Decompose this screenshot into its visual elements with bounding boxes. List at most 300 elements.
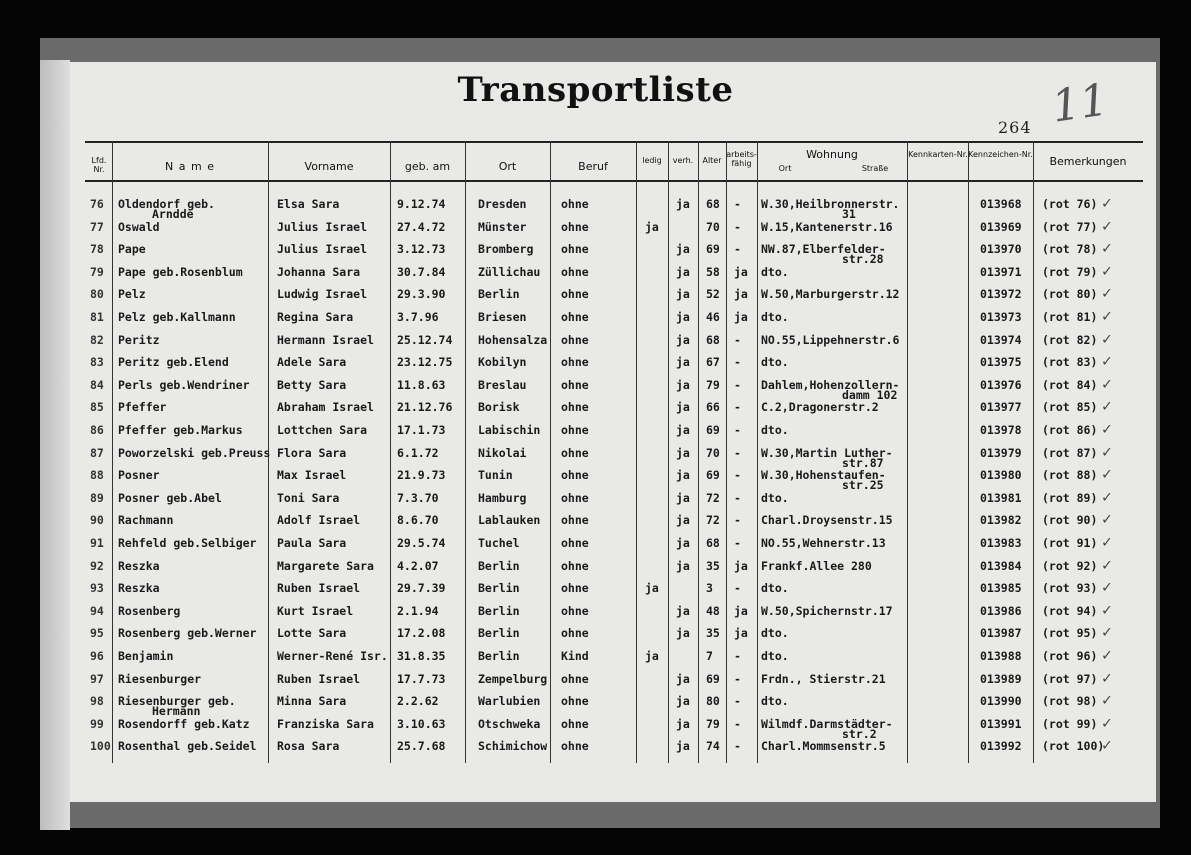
cell-name: Oswald [118,219,160,234]
cell-geb: 30.7.84 [397,264,446,279]
table-row [0,735,1191,761]
cell-kennz: 013985 [980,581,1022,596]
header-alter: Alter [702,156,722,165]
cell-verh: ja [676,242,690,257]
cell-lfd: 81 [90,310,104,324]
cell-arb: - [734,671,741,686]
cell-geb: 25.7.68 [397,739,446,754]
cell-lfd: 97 [90,671,104,686]
header-arbeitsfaehig: arbeits-fähig [726,150,757,168]
cell-geb: 8.6.70 [397,513,439,528]
cell-vorname: Hermann Israel [277,332,374,347]
cell-geb: 2.2.62 [397,694,439,709]
cell-verh: ja [676,264,690,279]
check-mark-icon: ✓ [1102,351,1112,371]
cell-vorname: Flora Sara [277,445,347,460]
cell-verh: ja [676,558,690,573]
cell-alter: 48 [706,603,720,618]
cell-lfd: 93 [90,581,104,596]
cell-ort: Tuchel [478,536,520,550]
cell-verh: ja [676,287,690,302]
table-row [0,238,1191,267]
cell-name: Rachmann [118,513,174,528]
cell-beruf: ohne [561,264,589,279]
cell-bem: (rot 86) [1042,423,1098,437]
cell-geb: 17.2.08 [397,626,446,641]
handwritten-mark: 11 [1048,74,1112,133]
cell-ort: Berlin [478,626,520,641]
cell-beruf: ohne [561,558,589,573]
cell-arb: - [734,490,741,505]
cell-beruf: ohne [561,400,589,415]
cell-ort: Tunin [478,468,513,483]
cell-alter: 52 [706,287,720,302]
cell-wohnung-continued: str.87 [842,455,884,470]
cell-bem: (rot 77) [1042,219,1098,234]
cell-lfd: 76 [90,197,104,211]
cell-ort: Hamburg [478,490,527,505]
cell-geb: 31.8.35 [397,649,446,663]
cell-alter: 68 [706,332,720,347]
cell-lfd: 99 [90,716,104,731]
cell-lfd: 80 [90,287,104,302]
cell-verh: ja [676,310,690,324]
cell-vorname: Adolf Israel [277,513,361,528]
cell-geb: 3.7.96 [397,310,439,324]
check-mark-icon: ✓ [1102,238,1112,258]
cell-verh: ja [676,377,690,392]
cell-wohnung: Charl.Droysenstr.15 [761,513,893,528]
cell-wohnung: dto. [761,264,789,279]
cell-name: Pelz [118,287,146,302]
cell-arb: - [734,649,741,663]
cell-alter: 58 [706,264,720,279]
cell-arb: - [734,536,741,550]
cell-kennz: 013977 [980,400,1022,415]
cell-geb: 9.12.74 [397,197,446,211]
cell-kennz: 013989 [980,671,1022,686]
cell-kennz: 013972 [980,287,1022,302]
cell-vorname: Ruben Israel [277,671,361,686]
cell-vorname: Abraham Israel [277,400,374,415]
cell-wohnung: W.15,Kantenerstr.16 [761,219,893,234]
check-mark-icon: ✓ [1102,645,1112,664]
table-row [0,306,1191,332]
cell-alter: 68 [706,536,720,550]
cell-lfd: 88 [90,468,104,483]
cell-wohnung-continued: str.28 [842,252,884,267]
cell-wohnung: W.30,Martin Luther- [761,445,893,460]
cell-verh: ja [676,355,690,370]
cell-alter: 69 [706,242,720,257]
cell-verh: ja [676,671,690,686]
cell-bem: (rot 80) [1042,287,1098,302]
table-row [0,419,1191,445]
cell-kennz: 013988 [980,649,1022,663]
cell-bem: (rot 81) [1042,310,1098,324]
cell-wohnung-continued: 31 [842,207,856,221]
check-mark-icon: ✓ [1102,215,1112,235]
cell-alter: 74 [706,739,720,754]
cell-lfd: 95 [90,626,104,641]
cell-bem: (rot 82) [1042,332,1098,347]
document-title: Transportliste [457,70,734,110]
cell-wohnung: Frdn., Stierstr.21 [761,671,886,686]
cell-vorname: Margarete Sara [277,558,374,573]
check-mark-icon: ✓ [1102,712,1112,732]
cell-ort: Otschweka [478,716,541,731]
cell-name: Oldendorf geb. [118,197,215,211]
cell-wohnung-continued: str.25 [842,478,884,493]
cell-lfd: 98 [90,694,104,709]
cell-arb: - [734,468,741,483]
cell-kennz: 013983 [980,536,1022,550]
cell-alter: 79 [706,377,720,392]
cell-lfd: 79 [90,264,104,279]
cell-name-continued: Hermann [152,704,201,719]
cell-name: Rehfeld geb.Selbiger [118,536,257,550]
table-row [0,215,1191,242]
cell-vorname: Elsa Sara [277,197,340,211]
cell-arb: ja [734,264,748,279]
cell-name: Perls geb.Wendriner [118,377,250,392]
cell-name: Pfeffer [118,400,167,415]
cell-name: Pelz geb.Kallmann [118,310,236,324]
cell-alter: 72 [706,513,720,528]
cell-vorname: Max Israel [277,468,347,483]
cell-ort: Dresden [478,197,527,211]
cell-beruf: ohne [561,513,589,528]
cell-alter: 35 [706,558,720,573]
table-row [0,532,1191,558]
cell-wohnung: dto. [761,626,789,641]
cell-beruf: ohne [561,197,589,211]
table-row [0,328,1191,355]
cell-bem: (rot 83) [1042,355,1098,370]
header-wohnung-strasse: Straße [861,164,889,173]
cell-verh: ja [676,536,690,550]
check-mark-icon: ✓ [1102,260,1112,280]
cell-wohnung: W.30,Heilbronnerstr. [761,197,900,211]
cell-arb: - [734,445,741,460]
check-mark-icon: ✓ [1102,441,1112,461]
cell-wohnung: dto. [761,310,789,324]
table-row [0,712,1191,741]
cell-bem: (rot 100) [1042,739,1105,754]
cell-arb: - [734,739,741,754]
check-mark-icon: ✓ [1102,419,1112,438]
cell-bem: (rot 98) [1042,694,1098,709]
cell-vorname: Franziska Sara [277,716,374,731]
cell-bem: (rot 94) [1042,603,1098,618]
header-ort: Ort [498,160,517,173]
cell-ort: Berlin [478,603,520,618]
cell-beruf: ohne [561,287,589,302]
cell-geb: 23.12.75 [397,355,453,370]
cell-ort: Labischin [478,423,541,437]
table-row [0,373,1191,402]
cell-alter: 69 [706,671,720,686]
check-mark-icon: ✓ [1102,690,1112,710]
cell-wohnung: NO.55,Wehnerstr.13 [761,536,886,550]
cell-ort: Berlin [478,287,520,302]
table-row [0,464,1191,493]
cell-verh: ja [676,626,690,641]
cell-name: Riesenburger geb. [118,694,236,709]
cell-bem: (rot 79) [1042,264,1098,279]
cell-geb: 21.9.73 [397,468,446,483]
cell-vorname: Julius Israel [277,242,368,257]
cell-arb: - [734,242,741,257]
cell-wohnung: NW.87,Elberfelder- [761,242,886,257]
check-mark-icon: ✓ [1102,328,1112,348]
cell-ort: Borisk [478,400,520,415]
cell-name: Poworzelski geb.Preuss [118,445,271,460]
header-wohnung-ort: Ort [778,164,792,173]
cell-lfd: 96 [90,649,104,663]
cell-geb: 27.4.72 [397,219,446,234]
cell-kennz: 013986 [980,603,1022,618]
cell-kennz: 013991 [980,716,1022,731]
table-row [0,441,1191,470]
cell-vorname: Werner-René Isr. [277,649,388,663]
cell-bem: (rot 96) [1042,649,1098,663]
table-row [0,667,1191,694]
cell-lfd: 91 [90,536,104,550]
cell-lfd: 82 [90,332,104,347]
cell-wohnung: dto. [761,355,789,370]
table-row [0,645,1191,671]
cell-vorname: Ludwig Israel [277,287,368,302]
cell-beruf: ohne [561,445,589,460]
cell-kennz: 013981 [980,490,1022,505]
cell-wohnung: W.50,Marburgerstr.12 [761,287,900,302]
cell-ort: Münster [478,219,527,234]
check-mark-icon: ✓ [1102,532,1112,551]
table-row [0,351,1191,377]
cell-alter: 35 [706,626,720,641]
cell-beruf: ohne [561,490,589,505]
cell-alter: 7 [706,649,713,663]
header-name: N a m e [165,160,215,173]
cell-arb: - [734,332,741,347]
cell-wohnung: NO.55,Lippehnerstr.6 [761,332,900,347]
cell-lfd: 89 [90,490,104,505]
cell-beruf: ohne [561,377,589,392]
cell-ledig: ja [645,219,659,234]
cell-vorname: Lotte Sara [277,626,347,641]
cell-kennz: 013990 [980,694,1022,709]
table-row [0,690,1191,719]
cell-arb: - [734,581,741,596]
cell-wohnung: Frankf.Allee 280 [761,558,872,573]
cell-geb: 29.3.90 [397,287,446,302]
cell-geb: 29.5.74 [397,536,446,550]
cell-arb: - [734,219,741,234]
cell-ort: Zempelburg [478,671,548,686]
cell-verh: ja [676,716,690,731]
cell-wohnung-continued: str.2 [842,726,877,741]
cell-name: Peritz [118,332,160,347]
cell-beruf: ohne [561,626,589,641]
cell-kennz: 013975 [980,355,1022,370]
table-row [0,509,1191,535]
cell-arb: - [734,716,741,731]
header-kennzeichen: Kennzeichen-Nr. [968,150,1033,159]
cell-geb: 3.12.73 [397,242,446,257]
check-mark-icon: ✓ [1102,464,1112,484]
cell-geb: 2.1.94 [397,603,439,618]
cell-verh: ja [676,513,690,528]
cell-name: Reszka [118,581,160,596]
cell-vorname: Julius Israel [277,219,368,234]
header-wohnung: Wohnung [806,148,858,161]
cell-beruf: ohne [561,716,589,731]
check-mark-icon: ✓ [1102,554,1112,574]
cell-lfd: 92 [90,558,104,573]
cell-bem: (rot 95) [1042,626,1098,641]
cell-ort: Berlin [478,558,520,573]
table-row [0,577,1191,603]
header-bemerkungen: Bemerkungen [1049,155,1127,168]
cell-wohnung: W.30,Hohenstaufen- [761,468,886,483]
cell-geb: 29.7.39 [397,581,446,596]
cell-bem: (rot 89) [1042,490,1098,505]
cell-ort: Bromberg [478,242,534,257]
cell-kennz: 013974 [980,332,1022,347]
check-mark-icon: ✓ [1102,509,1112,529]
cell-alter: 69 [706,468,720,483]
cell-lfd: 86 [90,423,104,437]
cell-bem: (rot 97) [1042,671,1098,686]
cell-arb: ja [734,558,748,573]
cell-kennz: 013971 [980,264,1022,279]
check-mark-icon: ✓ [1102,735,1112,755]
cell-lfd: 83 [90,355,104,370]
cell-verh: ja [676,694,690,709]
cell-lfd: 100 [90,739,111,754]
cell-geb: 4.2.07 [397,558,439,573]
header-lfd: Lfd. Nr. [91,156,107,174]
cell-name: Reszka [118,558,160,573]
cell-ort: Hohensalza [478,332,548,347]
cell-lfd: 84 [90,377,104,392]
cell-wohnung: dto. [761,490,789,505]
table-top-rule [85,141,1143,143]
cell-name: Rosenthal geb.Seidel [118,739,257,754]
cell-kennz: 013980 [980,468,1022,483]
cell-wohnung: dto. [761,694,789,709]
cell-geb: 11.8.63 [397,377,446,392]
cell-ledig: ja [645,649,659,663]
cell-vorname: Ruben Israel [277,581,361,596]
cell-bem: (rot 88) [1042,468,1098,483]
cell-verh: ja [676,739,690,754]
cell-alter: 70 [706,445,720,460]
cell-alter: 80 [706,694,720,709]
cell-geb: 25.12.74 [397,332,453,347]
cell-ort: Kobilyn [478,355,527,370]
cell-verh: ja [676,332,690,347]
cell-beruf: ohne [561,671,589,686]
check-mark-icon: ✓ [1102,193,1112,212]
cell-name: Peritz geb.Elend [118,355,229,370]
table-row [0,599,1191,626]
cell-verh: ja [676,490,690,505]
cell-bem: (rot 85) [1042,400,1098,415]
cell-bem: (rot 78) [1042,242,1098,257]
cell-ort: Schimichow [478,739,548,754]
cell-verh: ja [676,445,690,460]
cell-ort: Nikolai [478,445,527,460]
header-verh: verh. [672,156,694,165]
cell-vorname: Kurt Israel [277,603,354,618]
cell-bem: (rot 87) [1042,445,1098,460]
cell-verh: ja [676,603,690,618]
cell-ort: Lablauken [478,513,541,528]
cell-arb: - [734,197,741,211]
cell-name: Posner [118,468,160,483]
cell-geb: 21.12.76 [397,400,453,415]
cell-lfd: 94 [90,603,104,618]
cell-name: Pape [118,242,146,257]
cell-alter: 3 [706,581,713,596]
cell-vorname: Minna Sara [277,694,347,709]
cell-beruf: ohne [561,310,589,324]
table-row [0,554,1191,581]
cell-name: Rosenberg geb.Werner [118,626,257,641]
cell-verh: ja [676,400,690,415]
table-row [0,260,1191,287]
table-row [0,486,1191,513]
cell-geb: 7.3.70 [397,490,439,505]
check-mark-icon: ✓ [1102,396,1112,416]
check-mark-icon: ✓ [1102,622,1112,642]
cell-name-continued: Arndde [152,207,194,221]
cell-wohnung: dto. [761,423,789,437]
cell-wohnung-continued: damm 102 [842,387,898,402]
cell-wohnung: Charl.Mommsenstr.5 [761,739,886,754]
table-row [0,193,1191,221]
table-row [0,396,1191,422]
table-row [0,622,1191,648]
cell-kennz: 013978 [980,423,1022,437]
cell-arb: - [734,423,741,437]
cell-ort: Berlin [478,649,520,663]
cell-alter: 67 [706,355,720,370]
cell-ledig: ja [645,581,659,596]
check-mark-icon: ✓ [1102,373,1112,393]
cell-beruf: ohne [561,423,589,437]
header-geb: geb. am [404,160,451,173]
cell-wohnung: W.50,Spichernstr.17 [761,603,893,618]
cell-alter: 79 [706,716,720,731]
check-mark-icon: ✓ [1102,599,1112,619]
cell-bem: (rot 99) [1042,716,1098,731]
cell-name: Posner geb.Abel [118,490,222,505]
cell-beruf: ohne [561,219,589,234]
cell-vorname: Rosa Sara [277,739,340,754]
check-mark-icon: ✓ [1102,577,1112,597]
check-mark-icon: ✓ [1102,486,1112,506]
cell-name: Rosenberg [118,603,181,618]
cell-alter: 69 [706,423,720,437]
check-mark-icon: ✓ [1102,283,1112,303]
cell-bem: (rot 92) [1042,558,1098,573]
page-number: 264 [998,118,1032,137]
cell-alter: 66 [706,400,720,415]
cell-beruf: ohne [561,739,589,754]
